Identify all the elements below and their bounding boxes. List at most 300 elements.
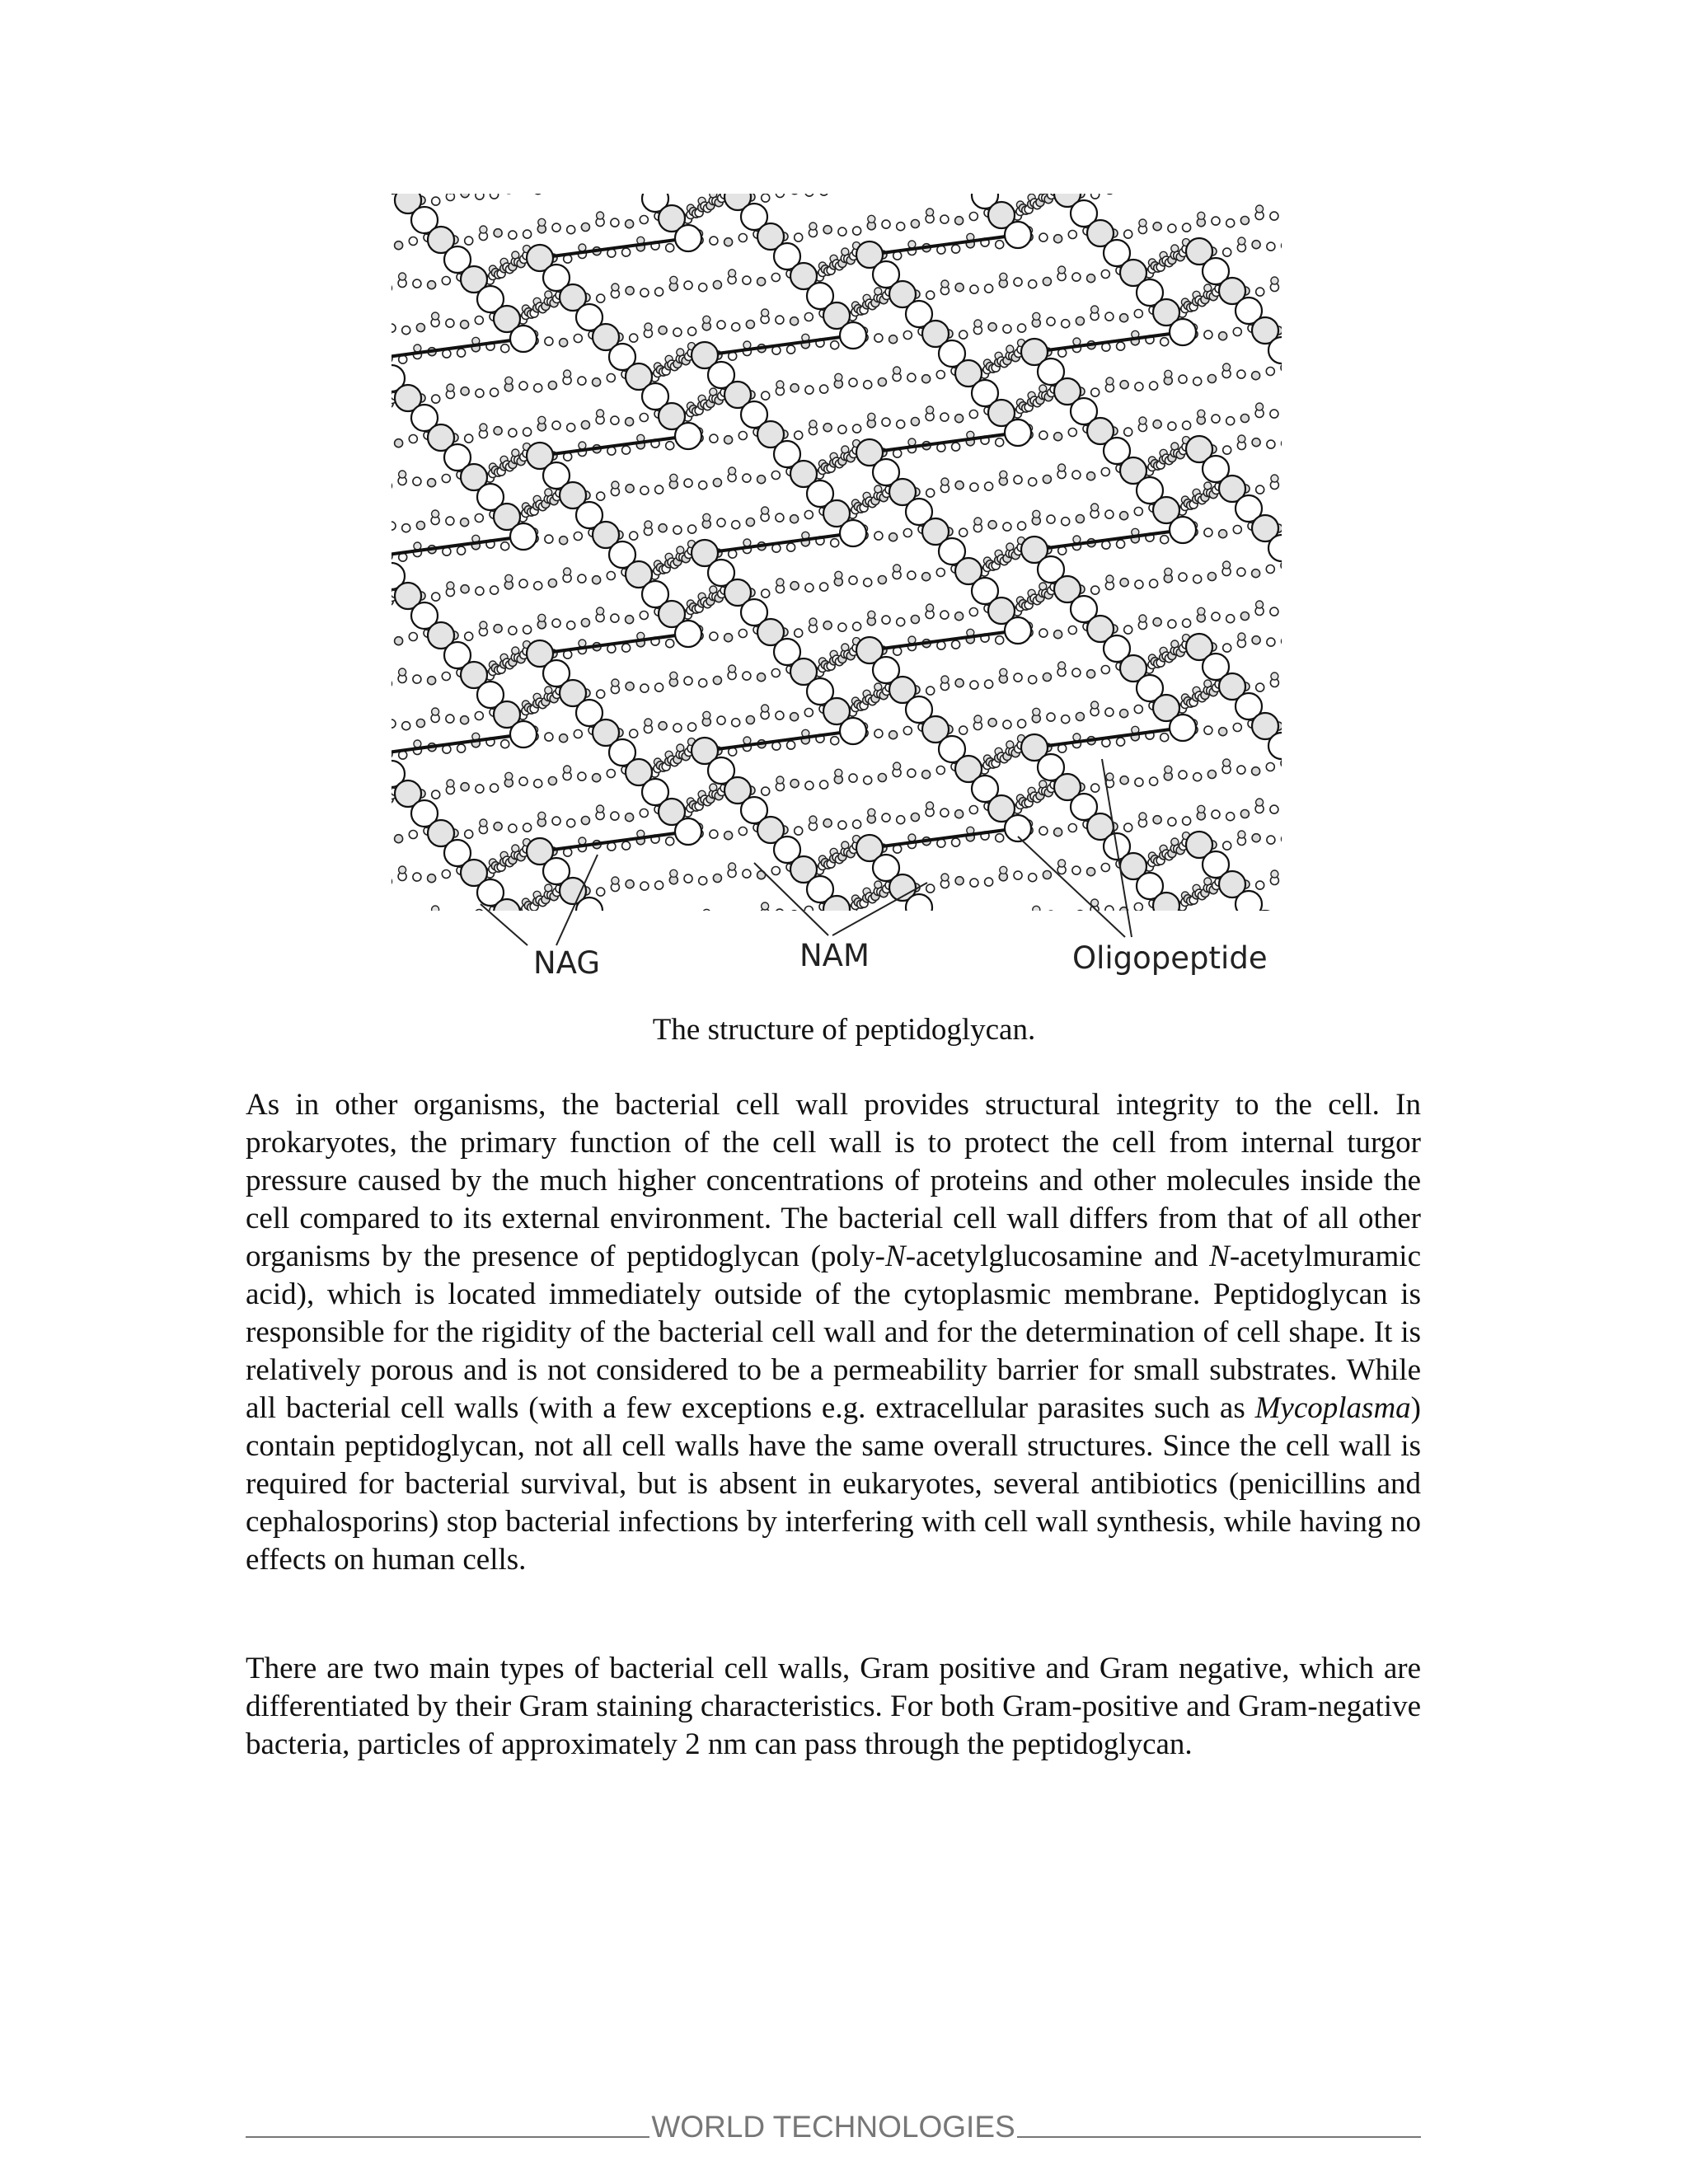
oligopeptide-bead (1101, 864, 1109, 872)
oligopeptide-bead (1267, 242, 1275, 251)
oligopeptide-bead (579, 837, 586, 845)
para1-italic-n-1: N (885, 1240, 906, 1273)
oligopeptide-bead (970, 879, 978, 887)
oligopeptide-bead (922, 573, 931, 581)
oligopeptide-bead (475, 514, 483, 523)
oligopeptide-bead (578, 574, 586, 583)
oligopeptide-bead (626, 682, 634, 691)
oligopeptide-bead (882, 418, 890, 426)
oligopeptide-bead (1233, 921, 1241, 930)
nag-ring (840, 718, 866, 744)
oligopeptide-bead (494, 625, 502, 633)
oligopeptide-bead (868, 611, 875, 618)
oligopeptide-bead (574, 335, 582, 343)
footer-rule-left (246, 2136, 649, 2138)
oligopeptide-bead (1150, 777, 1158, 785)
oligopeptide-bead (724, 436, 733, 444)
oligopeptide-bead (1058, 266, 1066, 274)
nag-ring (510, 326, 537, 352)
oligopeptide-bead (1256, 485, 1264, 494)
oligopeptide-bead (505, 574, 513, 582)
oligopeptide-bead (1120, 579, 1128, 587)
oligopeptide-bead (480, 226, 487, 233)
oligopeptide-bead (640, 612, 648, 620)
oligopeptide-bead (996, 636, 1004, 644)
oligopeptide-bead (955, 481, 964, 490)
oligopeptide-bead (1018, 719, 1026, 728)
oligopeptide-bead (472, 930, 480, 938)
oligopeptide-bead (1193, 377, 1202, 386)
oligopeptide-bead (640, 288, 649, 297)
oligopeptide-bead (545, 337, 553, 345)
oligopeptide-bead (402, 920, 410, 928)
oligopeptide-bead (1219, 332, 1227, 340)
oligopeptide-bead (926, 802, 934, 809)
oligopeptide-bead (597, 690, 605, 698)
oligopeptide-bead (743, 341, 751, 349)
oligopeptide-bead (805, 386, 814, 394)
oligopeptide-bead (1105, 510, 1114, 518)
oligopeptide-bead (1160, 536, 1169, 544)
glycan-link (622, 950, 639, 970)
oligopeptide-bead (1043, 278, 1051, 286)
oligopeptide-bead (1223, 446, 1231, 454)
oligopeptide-bead (959, 330, 968, 339)
oligopeptide-bead (1003, 720, 1011, 729)
oligopeptide-bead (538, 416, 546, 424)
oligopeptide-bead (970, 285, 978, 293)
oligopeptide-bead (713, 677, 721, 685)
oligopeptide-bead (790, 780, 799, 788)
oligopeptide-bead (743, 672, 751, 680)
oligopeptide-bead (1267, 440, 1275, 448)
oligopeptide-bead (1183, 223, 1191, 232)
oligopeptide-bead (476, 389, 484, 397)
oligopeptide-bead (471, 937, 480, 945)
oligopeptide-bead (699, 679, 707, 687)
oligopeptide-bead (612, 877, 619, 884)
oligopeptide-bead (597, 492, 605, 500)
oligopeptide-bead (955, 284, 964, 292)
oligopeptide-bead (974, 518, 982, 525)
oligopeptide-bead (1204, 924, 1212, 932)
nag-ring (1005, 617, 1031, 644)
oligopeptide-bead (732, 916, 740, 925)
oligopeptide-bead (640, 882, 649, 890)
oligopeptide-bead (597, 212, 604, 219)
oligopeptide-bead (490, 784, 499, 792)
oligopeptide-bead (416, 917, 424, 926)
oligopeptide-bead (790, 317, 799, 326)
oligopeptide-bead (645, 521, 652, 528)
oligopeptide-bead (612, 481, 619, 489)
oligopeptide-bead (655, 683, 663, 691)
oligopeptide-bead (523, 626, 532, 634)
oligopeptide-bead (480, 621, 487, 629)
oligopeptide-bead (611, 218, 619, 227)
oligopeptide-bead (1105, 906, 1114, 914)
oligopeptide-bead (607, 770, 615, 778)
oligopeptide-bead (853, 622, 861, 630)
oligopeptide-bead (908, 438, 916, 446)
footer-text: WORLD TECHNOLOGIES (651, 2110, 1015, 2144)
oligopeptide-bead (392, 917, 396, 926)
oligopeptide-bead (673, 526, 682, 534)
oligopeptide-bead (413, 477, 421, 485)
oligopeptide-bead (659, 722, 667, 730)
oligopeptide-bead (919, 915, 926, 922)
oligopeptide-bead (446, 194, 454, 201)
oligopeptide-bead (1223, 841, 1231, 850)
oligopeptide-bead (926, 884, 935, 893)
oligopeptide-bead (985, 482, 993, 490)
oligopeptide-bead (670, 672, 678, 679)
oligopeptide-bead (597, 294, 605, 302)
oligopeptide-bead (534, 582, 542, 590)
oligopeptide-bead (402, 722, 410, 730)
nag-ring (1268, 930, 1282, 957)
oligopeptide-bead (776, 513, 784, 522)
oligopeptide-bead (622, 841, 631, 850)
oligopeptide-bead (534, 384, 542, 392)
oligopeptide-bead (446, 319, 454, 327)
oligopeptide-bead (724, 238, 733, 246)
oligopeptide-bead (1233, 724, 1241, 732)
oligopeptide-bead (762, 507, 769, 514)
oligopeptide-bead (911, 616, 919, 624)
oligopeptide-bead (607, 374, 615, 382)
oligopeptide-bead (574, 730, 582, 738)
oligopeptide-bead (548, 382, 556, 390)
oligopeptide-bead (615, 926, 623, 935)
oligopeptide-bead (597, 888, 605, 896)
oligopeptide-bead (838, 227, 846, 236)
oligopeptide-bead (936, 766, 945, 775)
oligopeptide-bead (1267, 836, 1275, 844)
glycan-link (1265, 924, 1282, 944)
oligopeptide-bead (1252, 834, 1260, 842)
oligopeptide-bead (564, 370, 571, 377)
oligopeptide-bead (907, 571, 916, 579)
oligopeptide-bead (593, 774, 601, 782)
oligopeptide-bead (1179, 771, 1187, 779)
oligopeptide-bead (772, 940, 781, 948)
oligopeptide-bead (787, 939, 795, 947)
nam-ring (823, 896, 850, 922)
oligopeptide-bead (802, 927, 809, 935)
oligopeptide-bead (1072, 668, 1081, 677)
oligopeptide-bead (945, 923, 953, 931)
oligopeptide-bead (922, 771, 931, 779)
oligopeptide-bead (611, 416, 619, 424)
oligopeptide-bead (823, 424, 832, 432)
oligopeptide-bead (729, 665, 736, 673)
oligopeptide-bead (907, 769, 916, 777)
oligopeptide-bead (645, 719, 652, 726)
oligopeptide-bead (762, 309, 769, 316)
oligopeptide-bead (897, 618, 905, 626)
oligopeptide-bead (926, 604, 934, 612)
oligopeptide-bead (457, 744, 466, 752)
glycan-link (589, 911, 606, 930)
oligopeptide-bead (838, 425, 846, 434)
oligopeptide-bead (1212, 415, 1220, 423)
oligopeptide-bead (465, 632, 473, 640)
oligopeptide-bead (776, 776, 784, 784)
oligopeptide-bead (1270, 805, 1278, 813)
oligopeptide-bead (795, 233, 803, 241)
oligopeptide-bead (564, 568, 571, 575)
oligopeptide-bead (414, 344, 421, 352)
oligopeptide-bead (831, 341, 839, 349)
oligopeptide-bead (622, 248, 631, 256)
oligopeptide-bead (428, 677, 436, 685)
oligopeptide-bead (985, 284, 993, 293)
oligopeptide-bead (1153, 618, 1161, 626)
oligopeptide-bead (820, 780, 828, 789)
oligopeptide-bead (1153, 223, 1161, 231)
oligopeptide-bead (461, 716, 469, 724)
oligopeptide-bead (903, 331, 912, 340)
oligopeptide-bead (908, 636, 916, 644)
oligopeptide-bead (538, 614, 546, 621)
oligopeptide-bead (922, 375, 931, 383)
oligopeptide-bead (1249, 912, 1256, 919)
body-paragraph-1 (246, 1086, 1421, 1579)
oligopeptide-bead (959, 924, 968, 932)
oligopeptide-bead (612, 284, 619, 291)
oligopeptide-bead (670, 869, 678, 877)
oligopeptide-bead (941, 478, 949, 485)
oligopeptide-bead (1124, 626, 1132, 634)
oligopeptide-bead (1271, 277, 1278, 284)
oligopeptide-bead (974, 913, 982, 921)
oligopeptide-bead (790, 515, 799, 523)
oligopeptide-bead (1091, 784, 1100, 792)
oligopeptide-bead (790, 582, 799, 590)
para1-italic-n-2: N (1209, 1240, 1230, 1273)
oligopeptide-bead (809, 223, 817, 230)
oligopeptide-bead (911, 220, 919, 228)
oligopeptide-bead (567, 424, 575, 432)
oligopeptide-bead (787, 543, 795, 551)
oligopeptide-bead (790, 713, 799, 721)
oligopeptide-bead (432, 312, 439, 320)
oligopeptide-bead (1183, 421, 1191, 429)
oligopeptide-bead (505, 377, 513, 384)
oligopeptide-bead (461, 914, 469, 922)
oligopeptide-bead (1076, 515, 1084, 523)
oligopeptide-bead (940, 808, 949, 817)
oligopeptide-bead (776, 579, 784, 586)
oligopeptide-bead (1160, 931, 1169, 940)
oligopeptide-bead (457, 942, 466, 950)
oligopeptide-bead (581, 817, 589, 825)
oligopeptide-bead (1033, 510, 1040, 518)
oligopeptide-bead (442, 673, 450, 681)
oligopeptide-bead (738, 827, 747, 836)
oligopeptide-bead (1003, 325, 1011, 333)
oligopeptide-bead (552, 223, 560, 232)
oligopeptide-bead (729, 945, 737, 954)
oligopeptide-bead (1014, 673, 1022, 682)
oligopeptide-bead (897, 223, 905, 231)
oligopeptide-bead (432, 906, 439, 913)
oligopeptide-bead (1256, 881, 1264, 889)
oligopeptide-bead (1183, 619, 1191, 627)
glycan-link (1034, 945, 1051, 965)
oligopeptide-bead (1033, 906, 1040, 913)
nag-ring (675, 818, 701, 845)
nag-ring (1170, 912, 1196, 939)
oligopeptide-bead (688, 723, 696, 731)
oligopeptide-bead (666, 640, 674, 648)
oligopeptide-bead (413, 944, 421, 953)
oligopeptide-bead (461, 518, 469, 527)
oligopeptide-bead (1087, 274, 1095, 283)
oligopeptide-bead (804, 709, 813, 717)
oligopeptide-bead (567, 819, 575, 827)
oligopeptide-bead (519, 777, 528, 785)
oligopeptide-bead (1252, 438, 1260, 447)
oligopeptide-bead (868, 413, 875, 420)
oligopeptide-bead (1124, 428, 1132, 436)
oligopeptide-bead (868, 808, 875, 816)
oligopeptide-bead (1101, 666, 1109, 674)
oligopeptide-bead (1256, 799, 1264, 806)
oligopeptide-bead (1043, 673, 1051, 682)
oligopeptide-bead (392, 522, 396, 530)
oligopeptide-bead (1233, 526, 1241, 534)
oligopeptide-bead (849, 576, 857, 584)
oligopeptide-bead (746, 518, 754, 527)
oligopeptide-bead (560, 734, 568, 743)
oligopeptide-bead (442, 475, 450, 483)
oligopeptide-bead (416, 719, 424, 728)
oligopeptide-bead (703, 316, 710, 323)
oligopeptide-bead (823, 819, 832, 827)
oligopeptide-bead (699, 284, 707, 292)
oligopeptide-bead (442, 870, 450, 879)
oligopeptide-bead (787, 741, 795, 749)
oligopeptide-bead (878, 576, 886, 584)
oligopeptide-bead (1003, 523, 1011, 531)
oligopeptide-bead (1058, 942, 1067, 950)
oligopeptide-bead (409, 435, 417, 443)
nag-ring (1005, 222, 1031, 248)
oligopeptide-bead (1105, 312, 1114, 321)
oligopeptide-bead (714, 944, 722, 953)
oligopeptide-bead (534, 780, 542, 788)
oligopeptide-bead (1047, 515, 1055, 523)
oligopeptide-bead (1223, 248, 1231, 256)
oligopeptide-bead (1238, 237, 1245, 245)
oligopeptide-bead (670, 474, 678, 481)
oligopeptide-bead (969, 608, 978, 616)
nam-ring (692, 935, 718, 962)
nam-ring (1252, 911, 1278, 937)
oligopeptide-bead (903, 727, 912, 735)
oligopeptide-bead (757, 278, 766, 286)
oligopeptide-bead (409, 237, 417, 246)
oligopeptide-bead (746, 914, 754, 922)
oligopeptide-bead (985, 878, 993, 886)
oligopeptide-bead (864, 776, 872, 785)
oligopeptide-bead (1043, 871, 1051, 879)
oligopeptide-bead (1139, 615, 1146, 622)
nag-ring (675, 621, 701, 647)
oligopeptide-bead (936, 371, 945, 379)
oligopeptide-bead (509, 626, 517, 635)
oligopeptide-bead (908, 241, 916, 248)
oligopeptide-bead (409, 633, 417, 641)
oligopeptide-bead (1270, 607, 1278, 616)
oligopeptide-bead (743, 474, 751, 482)
oligopeptide-bead (1054, 630, 1062, 639)
oligopeptide-bead (1160, 338, 1169, 346)
nag-ring (510, 523, 537, 550)
oligopeptide-bead (1256, 403, 1264, 410)
oligopeptide-bead (1226, 417, 1235, 425)
oligopeptide-bead (790, 384, 799, 392)
oligopeptide-bead (1029, 280, 1037, 288)
oligopeptide-bead (809, 618, 817, 626)
oligopeptide-bead (1072, 866, 1081, 874)
oligopeptide-bead (1212, 217, 1220, 225)
nag-ring (1170, 715, 1196, 741)
oligopeptide-bead (640, 809, 648, 818)
oligopeptide-bead (1076, 911, 1084, 919)
oligopeptide-bead (1271, 673, 1278, 680)
oligopeptide-bead (717, 518, 725, 527)
oligopeptide-bead (1072, 273, 1081, 281)
oligopeptide-bead (1087, 472, 1095, 480)
oligopeptide-bead (588, 924, 597, 932)
oligopeptide-bead (1179, 375, 1187, 383)
oligopeptide-bead (724, 832, 733, 840)
oligopeptide-bead (659, 326, 667, 335)
oligopeptide-bead (1018, 917, 1026, 926)
oligopeptide-bead (1043, 476, 1051, 484)
oligopeptide-bead (1091, 388, 1100, 396)
oligopeptide-bead (1281, 561, 1282, 569)
oligopeptide-bead (703, 909, 710, 916)
oligopeptide-bead (640, 684, 649, 692)
oligopeptide-bead (864, 381, 872, 389)
oligopeptide-bead (399, 866, 406, 874)
oligopeptide-bead (969, 410, 978, 419)
oligopeptide-bead (795, 431, 803, 439)
oligopeptide-bead (607, 572, 615, 580)
oligopeptide-bead (475, 712, 483, 720)
oligopeptide-bead (446, 912, 454, 921)
oligopeptide-bead (738, 630, 747, 638)
oligopeptide-bead (1281, 363, 1282, 372)
oligopeptide-bead (926, 489, 935, 497)
oligopeptide-bead (1014, 871, 1022, 879)
oligopeptide-bead (581, 223, 589, 232)
oligopeptide-bead (1270, 410, 1278, 418)
oligopeptide-bead (1120, 314, 1128, 322)
oligopeptide-bead (1054, 828, 1062, 837)
oligopeptide-bead (853, 820, 861, 828)
oligopeptide-bead (897, 420, 905, 429)
glycan-link (705, 949, 721, 968)
oligopeptide-bead (640, 486, 649, 494)
oligopeptide-bead (1132, 924, 1139, 931)
nag-ring (675, 423, 701, 449)
oligopeptide-bead (1117, 738, 1125, 746)
